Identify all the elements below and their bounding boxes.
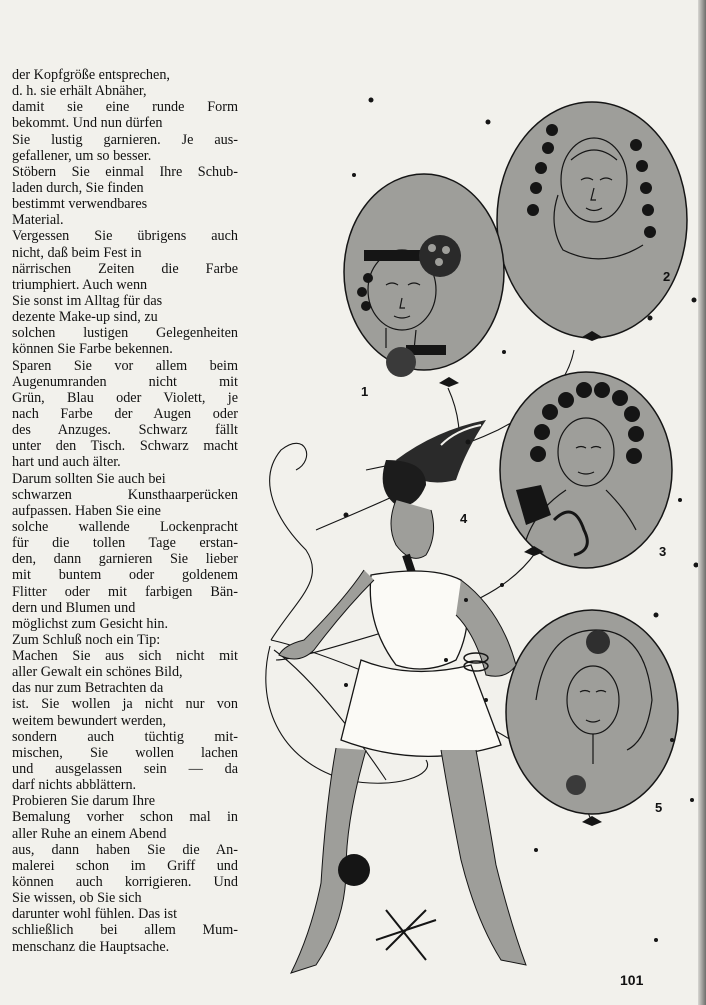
balloon-5 [506, 610, 678, 826]
text-line: können auch korrigieren. Und [12, 874, 238, 891]
text-line: Sie lustig garnieren. Je aus- [12, 131, 238, 148]
text-line: damit sie eine runde Form [12, 99, 238, 116]
text-line: darunter wohl fühlen. Das ist [12, 906, 178, 923]
balloon-label-1: 1 [361, 384, 369, 399]
text-line: weitem bewundert werden, [12, 712, 167, 729]
text-line: das nur zum Betrachten da [12, 680, 164, 697]
text-line: hart und auch älter. [12, 454, 121, 471]
balloon-3 [500, 372, 672, 568]
text-line: Grün, Blau oder Violett, je [12, 389, 238, 406]
text-line: närrischen Zeiten die Farbe [12, 260, 238, 277]
text-line: Flitter oder mit farbigen Bän- [12, 583, 238, 600]
text-line: Zum Schluß noch ein Tip: [12, 631, 161, 648]
balloon-label-3: 3 [659, 544, 667, 559]
text-line: aufpassen. Haben Sie eine [12, 502, 161, 519]
page-edge-shadow [698, 0, 706, 1005]
text-line: dern und Blumen und [12, 599, 136, 616]
text-line: darf nichts abblättern. [12, 777, 137, 794]
text-line: dezente Make-up sind, zu [12, 309, 158, 326]
text-line: unter den Tisch. Schwarz macht [12, 438, 238, 455]
text-line: Bemalung vorher schon mal in [12, 809, 238, 826]
text-line: bestimmt verwendbares [12, 196, 148, 213]
text-line: aller Ruhe an einem Abend [12, 825, 167, 842]
text-line: Material. [12, 212, 64, 229]
text-line: Augenumranden nicht mit [12, 373, 238, 390]
text-line: aller Gewalt ein schönes Bild, [12, 664, 183, 681]
woman-figure [279, 420, 526, 973]
text-line: ist. Sie wollen ja nicht nur von [12, 696, 238, 713]
text-line: für die tollen Tage erstan- [12, 535, 238, 552]
text-line: menschanz die Hauptsache. [12, 938, 170, 955]
text-line: nicht, daß beim Fest in [12, 244, 142, 261]
text-line: laden durch, Sie finden [12, 179, 144, 196]
body-text-column [12, 67, 238, 955]
text-line: Stöbern Sie einmal Ihre Schub- [12, 163, 238, 180]
text-line: Sie wissen, ob Sie sich [12, 890, 142, 907]
balloon-2 [497, 102, 687, 341]
text-line: bekommt. Und nun dürfen [12, 115, 163, 132]
text-line: aus, dann haben Sie die An- [12, 841, 238, 858]
balloon-label-4: 4 [460, 511, 468, 526]
text-line: d. h. sie erhält Abnäher, [12, 83, 147, 100]
text-line: Sparen Sie vor allem beim [12, 357, 238, 374]
text-line: solchen lustigen Gelegenheiten [12, 325, 238, 342]
text-line: der Kopfgröße entsprechen, [12, 67, 170, 83]
text-line: Probieren Sie darum Ihre [12, 793, 156, 810]
balloon-label-2: 2 [663, 269, 671, 284]
text-line: schwarzen Kunsthaarperücken [12, 486, 238, 503]
text-line: des Anzuges. Schwarz fällt [12, 422, 238, 439]
text-line: Vergessen Sie übrigens auch [12, 228, 238, 245]
text-line: Darum sollten Sie auch bei [12, 470, 166, 487]
text-line: solche wallende Lockenpracht [12, 518, 238, 535]
text-line: können Sie Farbe bekennen. [12, 341, 173, 358]
text-line: den, dann garnieren Sie lieber [12, 551, 238, 568]
balloon-label-5: 5 [655, 800, 663, 815]
text-line: sondern auch tüchtig mit- [12, 728, 238, 745]
text-line: mit buntem oder goldenem [12, 567, 238, 584]
balloon-1 [344, 174, 504, 387]
text-line: schließlich bei allem Mum- [12, 922, 238, 939]
text-line: möglichst zum Gesicht hin. [12, 615, 169, 632]
text-line: triumphiert. Auch wenn [12, 276, 148, 293]
text-line: nach Farbe der Augen oder [12, 405, 238, 422]
text-line: und ausgelassen sein — da [12, 761, 238, 778]
page-number: 101 [620, 972, 644, 988]
text-line: Machen Sie aus sich nicht mit [12, 648, 238, 665]
text-line: mischen, Sie wollen lachen [12, 744, 238, 761]
text-line: Sie sonst im Alltag für das [12, 292, 163, 309]
text-line: malerei schon im Griff und [12, 857, 238, 874]
text-line: gefallener, um so besser. [12, 147, 152, 164]
